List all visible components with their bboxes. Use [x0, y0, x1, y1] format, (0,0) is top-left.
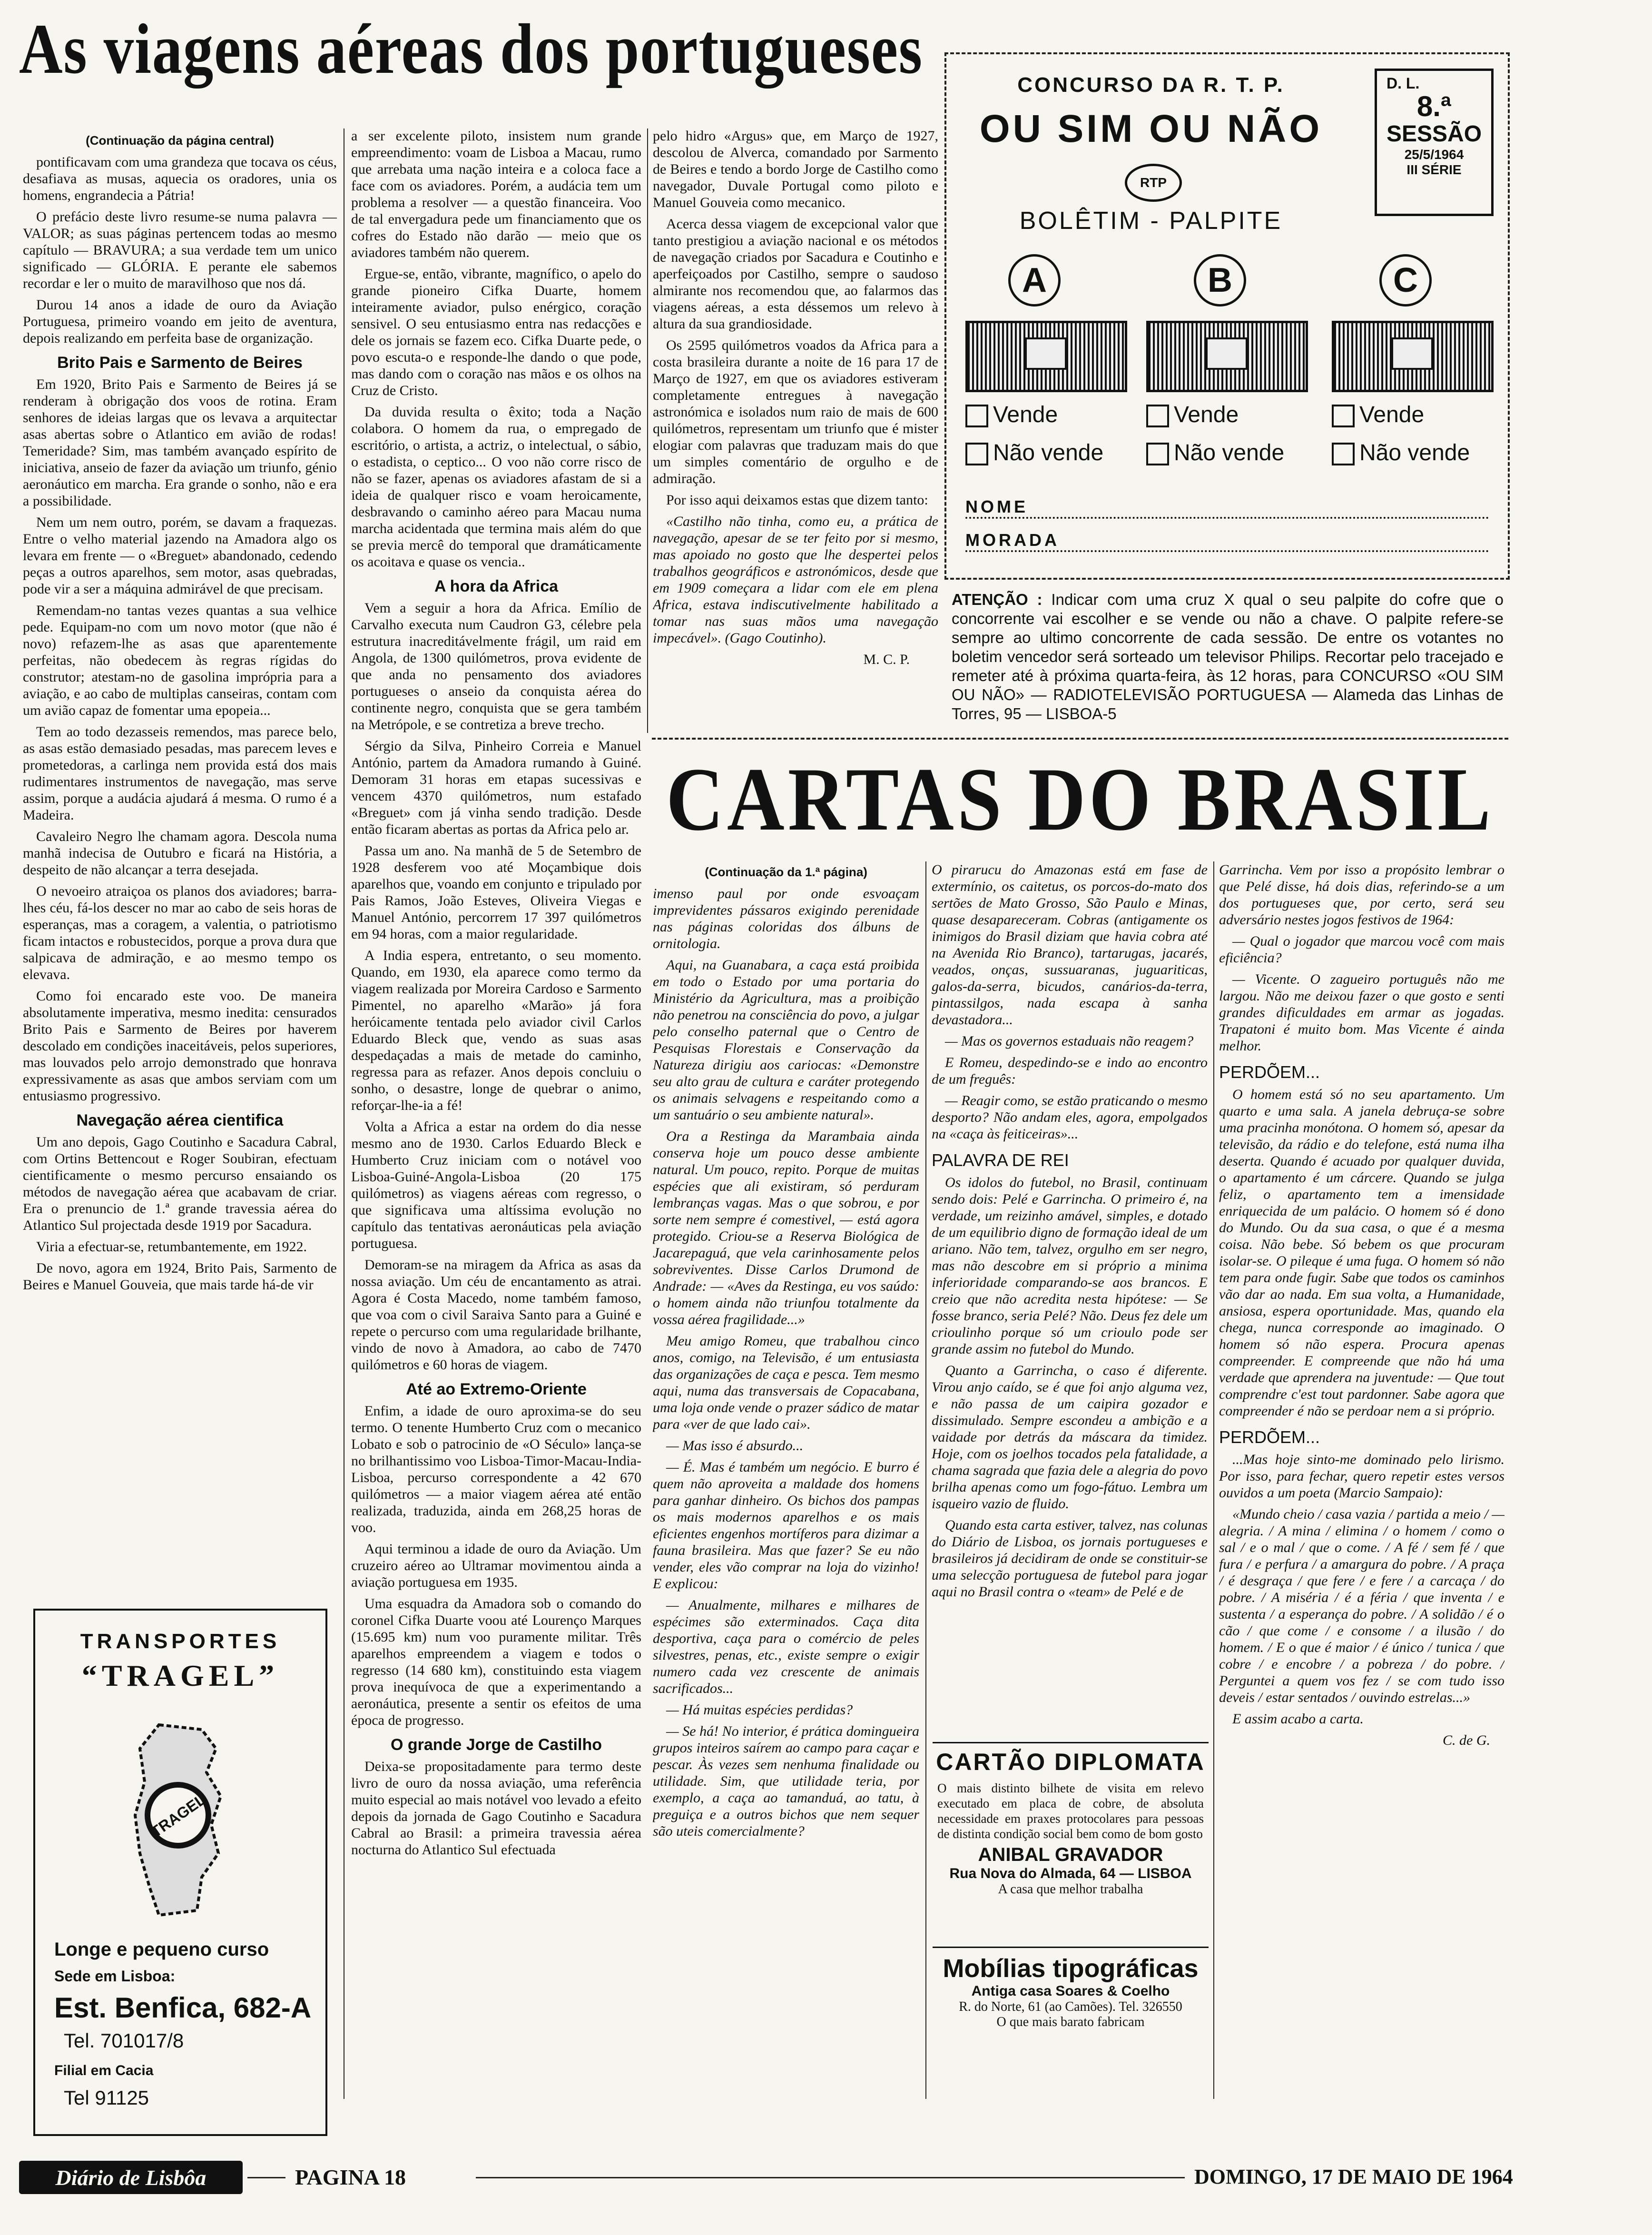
tragel-title-1: TRANSPORTES — [80, 1630, 281, 1653]
paragraph: De novo, agora em 1924, Brito Pais, Sarmento de Beires e Manuel Gouveia, que mais tarde há-de vir — [23, 1260, 337, 1293]
paragraph: Tem ao todo dezasseis remendos, mas parece belo, as asas estão demasiado pesadas, mas parecem leves e prometedoras, a carlinga nem provida está dos mais rudimentares instrumentos de navegação, mas serve assim, porque a audácia ajudará á mesma. O rumo é a Madeira. — [23, 724, 337, 823]
session-label: SESSÃO — [1386, 121, 1482, 147]
rtp-logo-text: RTP — [1140, 175, 1167, 190]
column-divider — [647, 129, 648, 733]
session-date: 25/5/1964 — [1404, 147, 1464, 162]
footer-rule — [247, 2177, 285, 2178]
paragraph: — Reagir como, se estão praticando o mesmo desporto? Não andam eles, agora, empolgados na «caça às feiticeiras»... — [932, 1093, 1208, 1142]
option-a-vende[interactable] — [965, 402, 1058, 428]
paragraph: — É. Mas é também um negócio. E burro é quem não aproveita a maldade dos homens para ganhar dinheiro. Os bichos dos pampas os mais modernos aparelhos e os mais eficientes engenhos mortíferos para dizimar a fauna brasileira. Mas que fazer? Se eu não vender, eles vão comprar na loja do vizinho! E explicou: — [653, 1459, 919, 1592]
rtp-instructions — [952, 590, 1504, 733]
main-headline: As viagens aéreas dos portugueses — [19, 10, 923, 89]
paragraph: A India espera, entretanto, o seu momento. Quando, em 1930, ela aparece como termo da viagem realizada por Moreira Cardoso e Sarmento Pimentel, no aparelho «Marão» já fora heróicamente tentada pelo aviador civil Carlos Eduardo Bleck que, vendo as suas asas despedaçadas a mais de metade do caminho, regressa para as refazer. Anos depois concluiu o sonho, o desastre, longe de quebrar o animo, reforçar-lhe-ia a fé! — [351, 948, 641, 1113]
safe-c-icon — [1332, 321, 1494, 392]
paragraph: — Qual o jogador que marcou você com mais eficiência? — [1219, 933, 1504, 966]
cartas-column-2 — [932, 861, 1208, 1737]
paragraph: Quando esta carta estiver, talvez, nas colunas do Diário de Lisboa, os jornais portugueses e brasileiros já decidiram de onde se constituir-se uma selecção portuguesa de futebol para jogar aqui no Brasil contra o «team» de Pelé e de — [932, 1517, 1208, 1600]
paragraph: pelo hidro «Argus» que, em Março de 1927, descolou de Alverca, comandado por Sarmento de Beires e tendo a bordo Jorge de Castilho como navegador, Duvale Portugal como piloto e Manuel Gouveia como mecanico. — [653, 128, 938, 210]
cartas-column-3 — [1219, 861, 1504, 2099]
atencao-label: ATENÇÃO : — [952, 591, 1042, 608]
article-column-2 — [351, 128, 641, 2103]
tragel-map-label: TRAGEL — [148, 1790, 209, 1841]
tragel-line-3: Est. Benfica, 682-A — [54, 1992, 312, 2024]
section-heading-perdoem: PERDÕEM... — [1219, 1062, 1320, 1082]
article-column-1 — [23, 132, 337, 1593]
option-a-nao-vende[interactable] — [965, 440, 1103, 466]
option-b-nao-vende[interactable] — [1146, 440, 1284, 466]
choice-c-icon — [1379, 254, 1432, 307]
tragel-line-4: Tel. 701017/8 — [64, 2029, 184, 2052]
quote: «Castilho não tinha, como eu, a prática de navegação, apesar de se ter feito por si mesmo, mas apoiado no gosto que lhe despertei pelos trabalhos geográficos e astronómicos, desde que em 1909 começara a lidar com ele em plena Africa, estava indiscutivelmente habilitado a tomar nas suas mãos uma navegação impecável». (Gago Coutinho). — [653, 514, 938, 646]
morada-field[interactable] — [965, 530, 1489, 552]
article-signature: C. de G. — [1443, 1732, 1490, 1748]
paragraph: Aqui, na Guanabara, a caça está proibida em todo o Estado por uma portaria do Ministério da Agricultura, mas a proibição não penetrou na consciência do povo, a julgar pelo conselho paternal que o Centro de Pesquisas Florestais e Conservação da Natureza dirigiu aos cariocas: «Demonstre seu alto grau de cultura e caráter protegendo os animais selvagens e respeitando como a um santuário o seu ambiente natural». — [653, 957, 919, 1123]
paragraph: Aqui terminou a idade de ouro da Aviação. Um cruzeiro aéreo ao Ultramar movimentou ainda a aviação portuguesa em 1935. — [351, 1541, 641, 1590]
paragraph: ...Mas hoje sinto-me dominado pelo lirismo. Por isso, para fechar, quero repetir estes versos ouvidos a um poeta (Marcio Sampaio): — [1219, 1452, 1504, 1501]
paragraph: Ergue-se, então, vibrante, magnífico, o apelo do grande pioneiro Cifka Duarte, homem inteiramente aviador, pulso enérgico, coração sensivel. O seu entusiasmo entra nas redacções e dele os jornais se fazem eco. Cifka Duarte pede, o povo escuta-o e responde-lhe dando o que pode, mas dando com o coração nas mãos e os olhos na Cruz de Cristo. — [351, 266, 641, 398]
paragraph: Garrincha. Vem por isso a propósito lembrar o que Pelé disse, há dois dias, referindo-se a um dos portugueses que, por certo, será seu adversário nestes jogos festivos de 1964: — [1219, 862, 1504, 928]
paragraph: — Mas isso é absurdo... — [666, 1438, 804, 1454]
paragraph: Demoram-se na miragem da Africa as asas da nossa aviação. Um céu de encantamento as atrai. Agora é Costa Macedo, nome também famoso, que voa com o civil Saraiva Santo para a Guiné e repete o percurso com uma regularidade brilhante, vindo de novo à Amadora, ao cabo de 7470 quilómetros e 60 horas de viagem. — [351, 1257, 641, 1373]
choice-a-letter: A — [1022, 261, 1047, 299]
tragel-line-1: Longe e pequeno curso — [54, 1939, 269, 1960]
paragraph: Acerca dessa viagem de excepcional valor que tanto prestigiou a aviação nacional e os métodos de navegação criados por Sacadura e Coutinho e aperfeiçoados por Castilho, sempre o saudoso almirante nos recomendou que, ao falarmos das viagens aéreas, a esta déssemos um relevo à altura da sua grandiosidade. — [653, 216, 938, 332]
paragraph: «Mundo cheio / casa vazia / partida a meio / — alegria. / A mina / elimina / o homem / como o sal / e o mal / que o come. / A fé / sem fé / que fura / e perfura / a amargura do pobre. / A praça / é desgraça / que fere / e fere / a carcaça / do pobre. / A miséria / é a féria / que inventa / e sustenta / a esperança do pobre. / A solidão / é o cão / que come / e consome / a ilusão / do homem. / E o que é maior / é único / tunica / que cobre / e encobre / a pobreza / do pobre. / Perguntei a quem vos fez / se com tudo isso deveis / estar sentados / ouvindo estrelas...» — [1219, 1506, 1504, 1705]
paragraph: Um ano depois, Gago Coutinho e Sacadura Cabral, com Ortins Bettencout e Roger Soubiran, efectuam cientificamente o mesmo percurso ensaiando os métodos de navegação aérea que acabavam de criar. Era o prenuncio de 1.ª grande travessia aérea do Atlantico Sul projectada desde 1919 por Sacadura. — [23, 1134, 337, 1233]
option-label: Não vende — [1174, 440, 1285, 465]
rtp-logo-icon — [1125, 164, 1182, 202]
paragraph: Viria a efectuar-se, retumbantemente, em 1922. — [36, 1239, 307, 1255]
paragraph: Nem um nem outro, porém, se davam a fraquezas. Entre o velho material jazendo na Amadora algo os levara em frente — o «Breguet» abandonado, cedendo peças a outros aparelhos, sem motor, asas quebradas, pode vir a ser a máquina admirável de que precisam. — [23, 514, 337, 597]
option-label: Vende — [993, 402, 1058, 427]
article-signature: M. C. P. — [863, 652, 910, 667]
cartas-column-1 — [653, 864, 919, 2099]
column-divider — [1213, 861, 1214, 2099]
option-label: Não vende — [993, 440, 1104, 465]
atencao-text: Indicar com uma cruz X qual o seu palpite do cofre que o concorrente vai escolher e se vende ou não a chave. O palpite refere-se sempre ao ultimo concorrente de cada sessão. De entre os votantes no boletim vencedor será sorteado um televisor Philips. Recortar pelo tracejado e remeter até à próxima quarta-feira, às 12 horas, para CONCURSO «OU SIM OU NÃO» — RADIOTELEVISÃO PORTUGUESA — Alameda das Linhas de Torres, 95 — LISBOA-5 — [952, 591, 1504, 722]
session-series: III SÉRIE — [1406, 162, 1462, 177]
paragraph: Enfim, a idade de ouro aproxima-se do seu termo. O tenente Humberto Cruz com o mecanico Lobato e sob o patrocinio de «O Século» lança-se no brilhantissimo voo Lisboa-Timor-Macau-India-Lisboa, percurso correspondente a 42 670 quilómetros — a maior viagem aérea até então realizada, traduzida, ainda em 268,25 horas de voo. — [351, 1403, 641, 1535]
paragraph: O prefácio deste livro resume-se numa palavra — VALOR; as suas páginas pertencem todas ao mesmo capítulo — BRAVURA; a sua verdade tem um unico significado — GLÓRIA. E perante ele sabemos recordar e ler o muito de maravilhoso que nos dá. — [23, 209, 337, 291]
paragraph: Volta a Africa a estar na ordem do dia nesse mesmo ano de 1930. Carlos Eduardo Bleck e Humberto Cruz iniciam com o notável voo Lisboa-Guiné-Angola-Lisboa (20 175 quilómetros) as viagens aéreas com regresso, o que significava uma altíssima evolução no capítulo das tentativas aeronáuticas pela aviação portuguesa. — [351, 1119, 641, 1251]
cartao-body: O mais distinto bilhete de visita em relevo executado em placa de cobre, de absoluta necessidade em praxes protocolares para pessoas de distinta condição social bem como de bom gosto — [937, 1781, 1204, 1841]
option-c-nao-vende[interactable] — [1332, 440, 1470, 466]
paragraph: Durou 14 anos a idade de ouro da Aviação Portuguesa, primeiro voando em jeito de aventura, depois realizando em perfeita base de organização. — [23, 297, 337, 346]
paragraph: — Vicente. O zagueiro português não me largou. Não me deixou fazer o que gosto e senti grandes dificuldades em armar as jogadas. Trapatoni é muito bom. Mas Vicente é ainda melhor. — [1219, 971, 1504, 1054]
continuation-note: (Continuação da página central) — [86, 133, 274, 148]
choice-c-letter: C — [1393, 261, 1418, 299]
paragraph: Da duvida resulta o êxito; toda a Nação colabora. O homem da rua, o empregado de escritório, o artista, a actriz, o intelectual, o sábio, o estadista, o ceptico... O voo não corre risco de não se fazer, apenas os aviadores afastam de si a ideia de qualquer risco e voam heroicamente, desbravando o caminho aéreo para Macau numa marcha acidentada que termina mais além do que se previa mercê do temporal que dramáticamente os acoitava e quase os vencia.. — [351, 404, 641, 570]
tragel-line-6: Tel 91125 — [64, 2087, 149, 2109]
checkbox[interactable] — [1146, 405, 1169, 427]
choice-b-icon — [1194, 254, 1246, 307]
paragraph: Os 2595 quilómetros voados da Africa para a costa brasileira durante a noite de 16 para 17 de Março de 1927, em que os aviadores estiveram completamente entregues à navegação astronómica e isolados num raio de mais de 600 quilómetros, representam um triunfo que é mister elogiar com palavras que traduzam mais do que um simples comentário de orgulho e de admiração. — [653, 337, 938, 486]
tragel-ad — [33, 1609, 327, 2136]
cartao-slogan: A casa que melhor trabalha — [998, 1882, 1143, 1897]
cartao-address: Rua Nova do Almada, 64 — LISBOA — [949, 1866, 1192, 1881]
paragraph: O nevoeiro atraiçoa os planos dos aviadores; barra-lhes céu, fá-los descer no mar ao cabo de seis horas de esperanças, mas a coragem, a valentia, o patriotismo ficam intactos e robustecidos, porque a prova dura que salpicava de admiração, e ao mesmo tempo os elevava. — [23, 883, 337, 982]
portugal-map-icon — [107, 1720, 249, 1920]
section-heading: Navegação aérea cientifica — [76, 1111, 284, 1129]
article-column-3 — [653, 128, 938, 746]
mobilias-title: Mobílias tipográficas — [943, 1954, 1199, 1983]
choice-b-letter: B — [1208, 261, 1232, 299]
paragraph: Meu amigo Romeu, que trabalhou cinco anos, comigo, na Televisão, é um entusiasta das organizações de caça e pesca. Tem mesmo aqui, numa das transversais de Copacabana, uma loja onde vende o prazer sádico de matar para «ver de que lado cai». — [653, 1333, 919, 1432]
ticket-label: BOLÊTIM - PALPITE — [1019, 207, 1283, 235]
masthead-text: Diário de Lisbôa — [55, 2165, 206, 2190]
column-divider — [925, 861, 926, 2099]
nome-label: NOME — [965, 497, 1028, 516]
option-label: Não vende — [1359, 440, 1470, 465]
section-divider — [652, 738, 1508, 741]
continuation-note: (Continuação da 1.ª página) — [705, 865, 867, 879]
option-label: Vende — [1359, 402, 1425, 427]
paragraph: Quanto a Garrincha, o caso é diferente. Virou anjo caído, se é que foi anjo alguma vez, e não passa de um caipira gozador e dissimulado. Sempre escondeu a ambição e a vaidade por detrás da máscara da timidez. Hoje, com os joelhos tocados pela fatalidade, a chama sagrada que fazia dele a alegria do povo brilha apenas como um fogo-fátuo. Lembra um isqueiro vazio de fluido. — [932, 1363, 1208, 1512]
paragraph: Deixa-se propositadamente para termo deste livro de ouro da nossa aviação, uma referência muito especial ao mais notável voo levado a efeito depois da jornada de Gago Coutinho e Sacadura Cabral ao Brasil: a primeira travessia aérea nocturna do Atlantico Sul efectuada — [351, 1759, 641, 1858]
section-heading: Até ao Extremo-Oriente — [406, 1380, 587, 1398]
paragraph: Cavaleiro Negro lhe chamam agora. Descola numa manhã indecisa de Outubro e ficará na História, a despeito de não alcançar a terra desejada. — [23, 829, 337, 878]
footer-rule — [476, 2177, 1185, 2178]
section-heading: Brito Pais e Sarmento de Beires — [57, 354, 303, 372]
mobilias-address: R. do Norte, 61 (ao Camões). Tel. 326550 — [959, 1999, 1182, 2014]
tragel-line-5: Filial em Cacia — [54, 2063, 154, 2078]
morada-label: MORADA — [965, 530, 1060, 550]
footer-date: DOMINGO, 17 DE MAIO DE 1964 — [1194, 2165, 1513, 2188]
paragraph: O homem está só no seu apartamento. Um quarto e uma sala. A janela debruça-se sobre uma pracinha monótona. O homem só, apesar da televisão, da rádio e do telefone, está numa ilha deserta. Quando é acuado por qualquer duvida, o apartamento é um cárcere. Quando se julga feliz, o apartamento tem a imensidade enriquecida de um palácio. O homem só é dono do Mundo. Ou da sua casa, o que é a mesma coisa. Não bebe. Só bebem os que procuram isolar-se. O pileque é uma fuga. O homem só não tem para onde fugir. Sabe que todos os caminhos vão dar ao nada. Em sua volta, a Humanidade, ansiosa, espera oportunidade. Mas, quando ela chega, nunca corresponde ao imaginado. O homem só não espera. Procura apenas compreender. E compreende que não há uma verdade que aprendera na juventude: — Que tout comprendre c'est tout pardonner. Sabe agora que compreender é não se perdoar nem a si próprio. — [1219, 1087, 1504, 1419]
section-heading: O grande Jorge de Castilho — [391, 1736, 602, 1754]
mobilias-slogan: O que mais barato fabricam — [996, 2015, 1145, 2029]
paragraph: Remendam-no tantas vezes quantas a sua velhice pede. Equipam-no com um novo motor (que não é novo) refazem-lhe as asas que aparentemente perfeitas, não obedecem às regras rígidas do construtor; atestam-no de gasolina imprópria para a aviação, e ao cabo de multiplas canseiras, contam com um avião capaz de fomentar uma epopeia... — [23, 603, 337, 718]
section-heading: A hora da Africa — [434, 577, 559, 595]
cartao-company: ANIBAL GRAVADOR — [978, 1844, 1163, 1865]
cartao-title: CARTÃO DIPLOMATA — [936, 1749, 1205, 1775]
paragraph: Como foi encarado este voo. De maneira absolutamente imperativa, mesmo inedita: censurados Brito Pais e Sarmento de Beires por haverem descolado em condições inaceitáveis, pelos superiores, mas louvados pelo arrojo demonstrado que honrava expressivamente as asas que ambos serviam com um entusiasmo progressivo. — [23, 988, 337, 1104]
tragel-title-2: “TRAGEL” — [81, 1659, 279, 1692]
paragraph: Por isso aqui deixamos estas que dizem tanto: — [666, 492, 928, 508]
footer-page-number: PAGINA 18 — [295, 2165, 406, 2189]
checkbox[interactable] — [1332, 443, 1355, 465]
paragraph: — Há muitas espécies perdidas? — [666, 1702, 853, 1718]
rtp-coupon — [944, 52, 1510, 580]
paragraph: Passa um ano. Na manhã de 5 de Setembro de 1928 desferem voo até Moçambique dois aparelhos que, voando em conjunto e tripulado por Pais Ramos, João Esteves, Oliveira Viegas e Manuel António, percorrem 17 397 quilómetros em 94 horas, com a maior regularidade. — [351, 843, 641, 942]
option-c-vende[interactable] — [1332, 402, 1424, 428]
section-heading-palavra-de-rei: PALAVRA DE REI — [932, 1150, 1069, 1170]
paragraph: Vem a seguir a hora da Africa. Emílio de Carvalho executa num Caudron G3, célebre pela estrutura inacreditávelmente frágil, um raid em Angola, de 1300 quilómetros, prova evidente de que anda no pensamento dos aviadores portugueses o anseio da conquista aérea do continente negro, conquista que se gera também na Metrópole, e se contretiza a breve trecho. — [351, 600, 641, 732]
paragraph: Os idolos do futebol, no Brasil, continuam sendo dois: Pelé e Garrincha. O primeiro é, na verdade, um reizinho amável, simples, e dotado de um equilibrio digno de formação ideal de um ariano. Não tem, talvez, orgulho em ser negro, mas não descobre em si próprio a minima inferioridade comparando-se aos brancos. E creio que não acredita nesta hipótese: — Se fosse branco, seria Pelé? Não. Deus fez dele um crioulinho porque só um crioulo pode ser grande assim no futebol do Mundo. — [932, 1175, 1208, 1357]
section-heading-perdoem: PERDÕEM... — [1219, 1427, 1320, 1447]
session-number: 8.ª — [1416, 90, 1452, 122]
paragraph: pontificavam com uma grandeza que tocava os céus, desafiava as musas, aquecia os oradores, unia os homens, engrandecia a Pátria! — [23, 154, 337, 203]
tragel-line-2: Sede em Lisboa: — [54, 1968, 176, 1985]
nome-field[interactable] — [965, 497, 1489, 519]
cartas-headline: CARTAS DO BRASIL — [666, 750, 1494, 850]
safe-b-icon — [1146, 321, 1308, 392]
footer-masthead — [19, 2161, 243, 2194]
paragraph: — Mas os governos estaduais não reagem? — [945, 1033, 1194, 1049]
cartao-diplomata-ad — [933, 1742, 1209, 1934]
safe-a-icon — [965, 321, 1127, 392]
mobilias-subtitle: Antiga casa Soares & Coelho — [971, 1983, 1170, 1999]
paragraph: Em 1920, Brito Pais e Sarmento de Beires já se renderam à obrigação dos voos de rotina. Eram senhores de ideias largas que os levava a arquitectar asas abertas sobre o Atlantico em avião de rodas! Temeridade? Sim, mas também avançado espírito de iniciativa, anseio de fazer da aviação um triunfo, génio aeronáutico em marcha. Era grande o sonho, não e era a possibilidade. — [23, 376, 337, 509]
session-box — [1375, 69, 1494, 216]
session-dl: D. L. — [1386, 75, 1420, 92]
paragraph: — Anualmente, milhares e milhares de espécimes são exterminados. Caça dita desportiva, caça para o comércio de peles silvestres, penas, etc., existe sempre o exigir numero cada vez crescente de animais sacrificados... — [653, 1597, 919, 1696]
checkbox[interactable] — [1146, 443, 1169, 465]
checkbox[interactable] — [965, 443, 988, 465]
checkbox[interactable] — [965, 405, 988, 427]
checkbox[interactable] — [1332, 405, 1355, 427]
rtp-contest-title: CONCURSO DA R. T. P. — [1017, 73, 1285, 97]
paragraph: E assim acabo a carta. — [1232, 1711, 1364, 1727]
option-label: Vende — [1174, 402, 1239, 427]
choice-a-icon — [1008, 254, 1061, 307]
rtp-big-title: OU SIM OU NÃO — [979, 107, 1323, 150]
paragraph: — Se há! No interior, é prática domingueira grupos inteiros saírem ao campo para caçar e pescar. Às vezes sem nenhuma finalidade ou utilidade. Sim, que utilidade teria, por exemplo, a caça ao tamanduá, ao tatu, à preguiça e a outros bichos que nem sequer são uteis comercialmente? — [653, 1723, 919, 1839]
paragraph: a ser excelente piloto, insistem num grande empreendimento: voam de Lisboa a Macau, rumo que arrebata uma nação inteira e a coloca face a face com os aviadores. Porém, a audácia tem um problema a resolver — a questão financeira. Voo de tal envergadura pede um financiamento que os cofres do Estado não darão — meio que os aviadores também não querem. — [351, 128, 641, 260]
mobilias-ad — [933, 1947, 1209, 2100]
option-b-vende[interactable] — [1146, 402, 1239, 428]
paragraph: Sérgio da Silva, Pinheiro Correia e Manuel António, partem da Amadora rumando à Guiné. Demoram 31 horas em etapas sucessivas e vencem 4370 quilómetros, num estafado «Breguet» com já vinha sendo tradição. Desde então ficaram abertas as portas da Africa pelo ar. — [351, 738, 641, 837]
paragraph: E Romeu, despedindo-se e indo ao encontro de um freguês: — [932, 1055, 1208, 1087]
paragraph: imenso paul por onde esvoaçam imprevidentes pássaros exigindo perenidade nas páginas coloridas dos álbuns de ornitologia. — [653, 886, 919, 951]
paragraph: Uma esquadra da Amadora sob o comando do coronel Cifka Duarte voou até Lourenço Marques (15.695 km) num voo puramente militar. Três aparelhos empreendem a viagem e todos o regresso (14 680 km), constituindo esta viagem prova inequívoca de que a experimentando a aeronáutica, presente a sentir os efeitos de uma época de progresso. — [351, 1596, 641, 1728]
paragraph: O pirarucu do Amazonas está em fase de extermínio, os caitetus, os porcos-do-mato dos sertões de Mato Grosso, São Paulo e Minas, quase desapareceram. Cobras (antigamente os inimigos do Brasil diziam que havia cobra até na Avenida Rio Branco), tartarugas, jacarés, veados, onças, sussuaranas, juguariticas, galos-da-serra, bicudos, canários-da-terra, pintassilgos, nada escapa à sanha devastadora... — [932, 862, 1208, 1028]
paragraph: Ora a Restinga da Marambaia ainda conserva hoje um pouco desse ambiente natural. Um pouco, repito. Porque de muitas espécies que ali existiram, só perduram lembranças vagas. Mas o que sobrou, e por sorte nem sempre é comestivel, — está agora protegido. Criou-se a Reserva Biológica de Jacarepaguá, que vela carinhosamente pelos sobreviventes. Disse Carlos Drumond de Andrade: — «Aves da Restinga, eu vos saúdo: o homem ainda não triunfou totalmente da vossa aérea fragilidade...» — [653, 1128, 919, 1327]
